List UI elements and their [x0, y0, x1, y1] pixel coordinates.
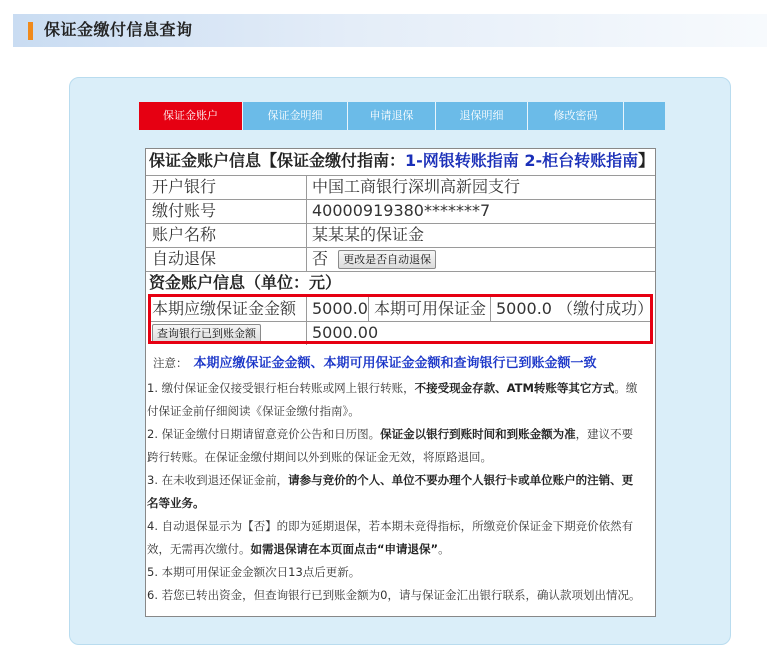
- tab-deposit-account[interactable]: 保证金账户: [139, 102, 243, 130]
- change-auto-refund-button[interactable]: 更改是否自动退保: [338, 250, 436, 269]
- note-1-cont: 付保证金前仔细阅读《保证金缴付指南》。: [147, 404, 360, 418]
- notes-heading: 注意： 本期应缴保证金金额、本期可用保证金金额和查询银行已到账金额一致: [153, 356, 597, 371]
- funds-header: 资金账户信息（单位：元）: [149, 273, 342, 292]
- auto-refund-label: 自动退保: [152, 249, 217, 268]
- bank-label: 开户银行: [152, 177, 217, 196]
- guide-link-online[interactable]: 1-网银转账指南: [405, 151, 519, 170]
- tab-change-password[interactable]: 修改密码: [528, 102, 624, 130]
- note-3: 3. 在未收到退还保证金前，请参与竞价的个人、单位不要办理个人银行卡或单位账户的注销、更: [147, 473, 634, 487]
- available-amount-label: 本期可用保证金: [374, 299, 487, 318]
- available-amount-value: 5000.0 （缴付成功）: [496, 299, 654, 318]
- note-2-cont: 跨行转账。在保证金缴付期间以外到账的保证金无效，将原路退回。: [147, 450, 492, 464]
- notes-emphasis: 本期应缴保证金金额、本期可用保证金金额和查询银行已到账金额一致: [193, 356, 597, 371]
- account-name-value: 某某某的保证金: [312, 225, 425, 244]
- auto-refund-value: 否 更改是否自动退保: [312, 247, 436, 271]
- note-3-cont: 名等业务。: [147, 496, 205, 510]
- column-divider: [306, 175, 307, 271]
- query-received-button[interactable]: 查询银行已到账金额: [152, 324, 261, 343]
- tab-refund-detail[interactable]: 退保明细: [436, 102, 528, 130]
- note-4-cont: 效，无需再次缴付。如需退保请在本页面点击“申请退保”。: [147, 542, 450, 556]
- page-title: 保证金缴付信息查询: [44, 20, 193, 39]
- account-header: 保证金账户信息【保证金缴付指南：1-网银转账指南 2-柜台转账指南】: [149, 151, 655, 170]
- account-number-value: 40000919380*******7: [312, 201, 491, 220]
- note-6: 6. 若您已转出资金，但查询银行已到账金额为0，请与保证金汇出银行联系，确认款项划出情况。: [147, 588, 641, 602]
- tab-apply-refund[interactable]: 申请退保: [348, 102, 436, 130]
- notes-section: [147, 350, 655, 607]
- guide-link-counter[interactable]: 2-柜台转账指南: [524, 151, 639, 170]
- due-amount-label: 本期应缴保证金金额: [152, 299, 297, 318]
- note-5: 5. 本期可用保证金金额次日13点后更新。: [147, 565, 361, 579]
- title-marker-icon: [28, 22, 33, 40]
- received-amount-value: 5000.00: [312, 323, 379, 342]
- tab-deposit-detail[interactable]: 保证金明细: [243, 102, 348, 130]
- due-amount-value: 5000.0: [312, 299, 368, 318]
- note-4: 4. 自动退保显示为【否】的即为延期退保，若本期未竞得指标，所缴竞价保证金下期竞价依然有: [147, 519, 634, 533]
- bank-value: 中国工商银行深圳高新园支行: [312, 177, 521, 196]
- account-number-label: 缴付账号: [152, 201, 217, 220]
- note-2: 2. 保证金缴付日期请留意竞价公告和日历图。保证金以银行到账时间和到账金额为准，建议不要: [147, 427, 634, 441]
- note-1: 1. 缴付保证金仅接受银行柜台转账或网上银行转账，不接受现金存款、ATM转账等其它方式。缴: [147, 381, 638, 395]
- highlight-box: [148, 294, 653, 344]
- tab-bar: [139, 102, 665, 130]
- account-name-label: 账户名称: [152, 225, 217, 244]
- tab-blank: [624, 102, 665, 130]
